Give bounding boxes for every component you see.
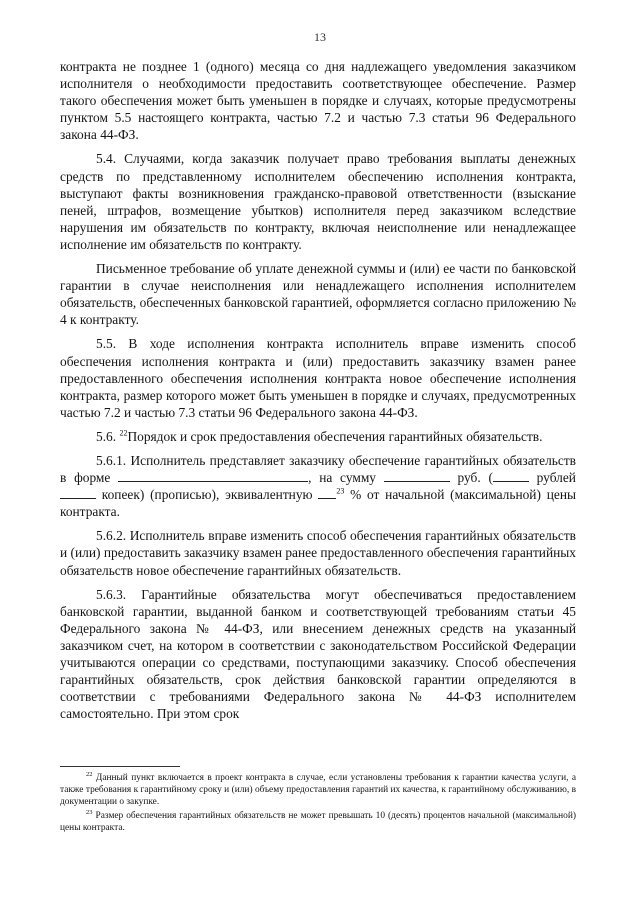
footnote-23 (60, 810, 576, 834)
sum-blank (384, 470, 450, 482)
form-blank (118, 470, 308, 482)
clause-5-6-1-text-d: рублей (536, 470, 576, 486)
paragraph-continuation: контракта не позднее 1 (одного) месяца со дня надлежащего уведомления заказчиком исполнителя о необходимости предоставить соответствующее обеспечение. Размер такого обеспечения может быть уменьшен в порядке и случаях, которые предусмотрены пунктом 5.5 настоящего контракта, частью 7.2 и частью 7.3 статьи 96 Федерального закона 44-ФЗ. (60, 59, 576, 143)
rubles-blank (493, 470, 529, 482)
clause-5-6-1-text-a: 5.6.1. Исполнитель представляет заказчику обеспечение гарантийных обязательств в форме (60, 452, 576, 486)
paragraph-written-demand: Письменное требование об уплате денежной суммы и (или) ее части по банковской гарантии в случае неисполнения или ненадлежащего исполнения исполнителем обязательств, обеспеченных банковской гарантией, оформляется согласно приложению № 4 к контракту. (60, 261, 576, 328)
paragraph-5-6 (60, 428, 576, 445)
footnote-22 (60, 772, 576, 809)
clause-5-6-1-text-f: % от начальной (максимальной) цены контракта. (60, 487, 576, 520)
footnote-number: 23 (86, 808, 93, 816)
clause-5-6-1-text-c: руб. ( (457, 470, 493, 486)
kopecks-blank (60, 487, 96, 499)
paragraph-5-6-2: 5.6.2. Исполнитель вправе изменить способ обеспечения гарантийных обязательств и (или) предоставить заказчику взамен ранее предоставленного обеспечения гарантийных обязательств новое обеспечение гарантийных обязательств. (60, 528, 576, 578)
page-number: 13 (314, 30, 326, 44)
paragraph-5-5: 5.5. В ходе исполнения контракта исполнитель вправе изменить способ обеспечения исполнения контракта и (или) предоставить заказчику взамен ранее предоставленного обеспечения исполнения контракта новое обеспечение исполнения контракта, размер которого может быть уменьшен в порядке и случаях, предусмотренных частью 7.2 и частью 7.3 статьи 96 Федерального закона 44-ФЗ. (60, 336, 576, 420)
footnotes (60, 772, 576, 835)
footnote-ref-23: 23 (336, 486, 345, 496)
clause-number-5-6: 5.6. (96, 428, 117, 444)
footnote-number: 22 (86, 770, 93, 778)
footnote-divider (60, 766, 180, 767)
footnote-ref-22: 22 (119, 428, 128, 438)
clause-5-6-1-text-b: , на сумму (308, 470, 376, 486)
paragraph-5-6-1 (60, 452, 576, 520)
percent-blank (318, 487, 336, 499)
document-body (60, 58, 576, 729)
paragraph-5-4: 5.4. Случаями, когда заказчик получает право требования выплаты денежных средств по представленному исполнителем обеспечению исполнения контракта, выступают факты возникновения гражданско-правовой ответственности (взыскание пеней, штрафов, возмещение убытков) исполнителя перед заказчиком вследствие нарушения им обязательств по контракту, включая неисполнение или ненадлежащее исполнение им обязательств по контракту. (60, 151, 576, 252)
footnote-text: Данный пункт включается в проект контракта в случае, если установлены требования к гарантии качества услуги, а также требования к гарантийному сроку и (или) объему предоставления гарантий их качества, к гарантийному обслуживанию, в документации о закупке. (60, 773, 577, 808)
clause-title-5-6: Порядок и срок предоставления обеспечения гарантийных обязательств. (127, 428, 543, 444)
footnote-text: Размер обеспечения гарантийных обязательств не может превышать 10 (десять) процентов начальной (максимальной) цены контракта. (60, 810, 577, 833)
clause-5-6-1-text-e: копеек) (прописью), эквивалентную (101, 487, 313, 503)
paragraph-5-6-3: 5.6.3. Гарантийные обязательства могут обеспечиваться предоставлением банковской гарантии, выданной банком и соответствующей требованиям статьи 45 Федерального закона № 44-ФЗ, или внесением денежных средств на указанный заказчиком счет, на котором в соответствии с законодательством Российской Федерации учитываются операции со средствами, поступающими заказчику. Способ обеспечения гарантийных обязательств, срок действия банковской гарантии определяются в соответствии с требованиями Федерального закона № 44-ФЗ исполнителем самостоятельно. При этом срок (60, 586, 576, 722)
